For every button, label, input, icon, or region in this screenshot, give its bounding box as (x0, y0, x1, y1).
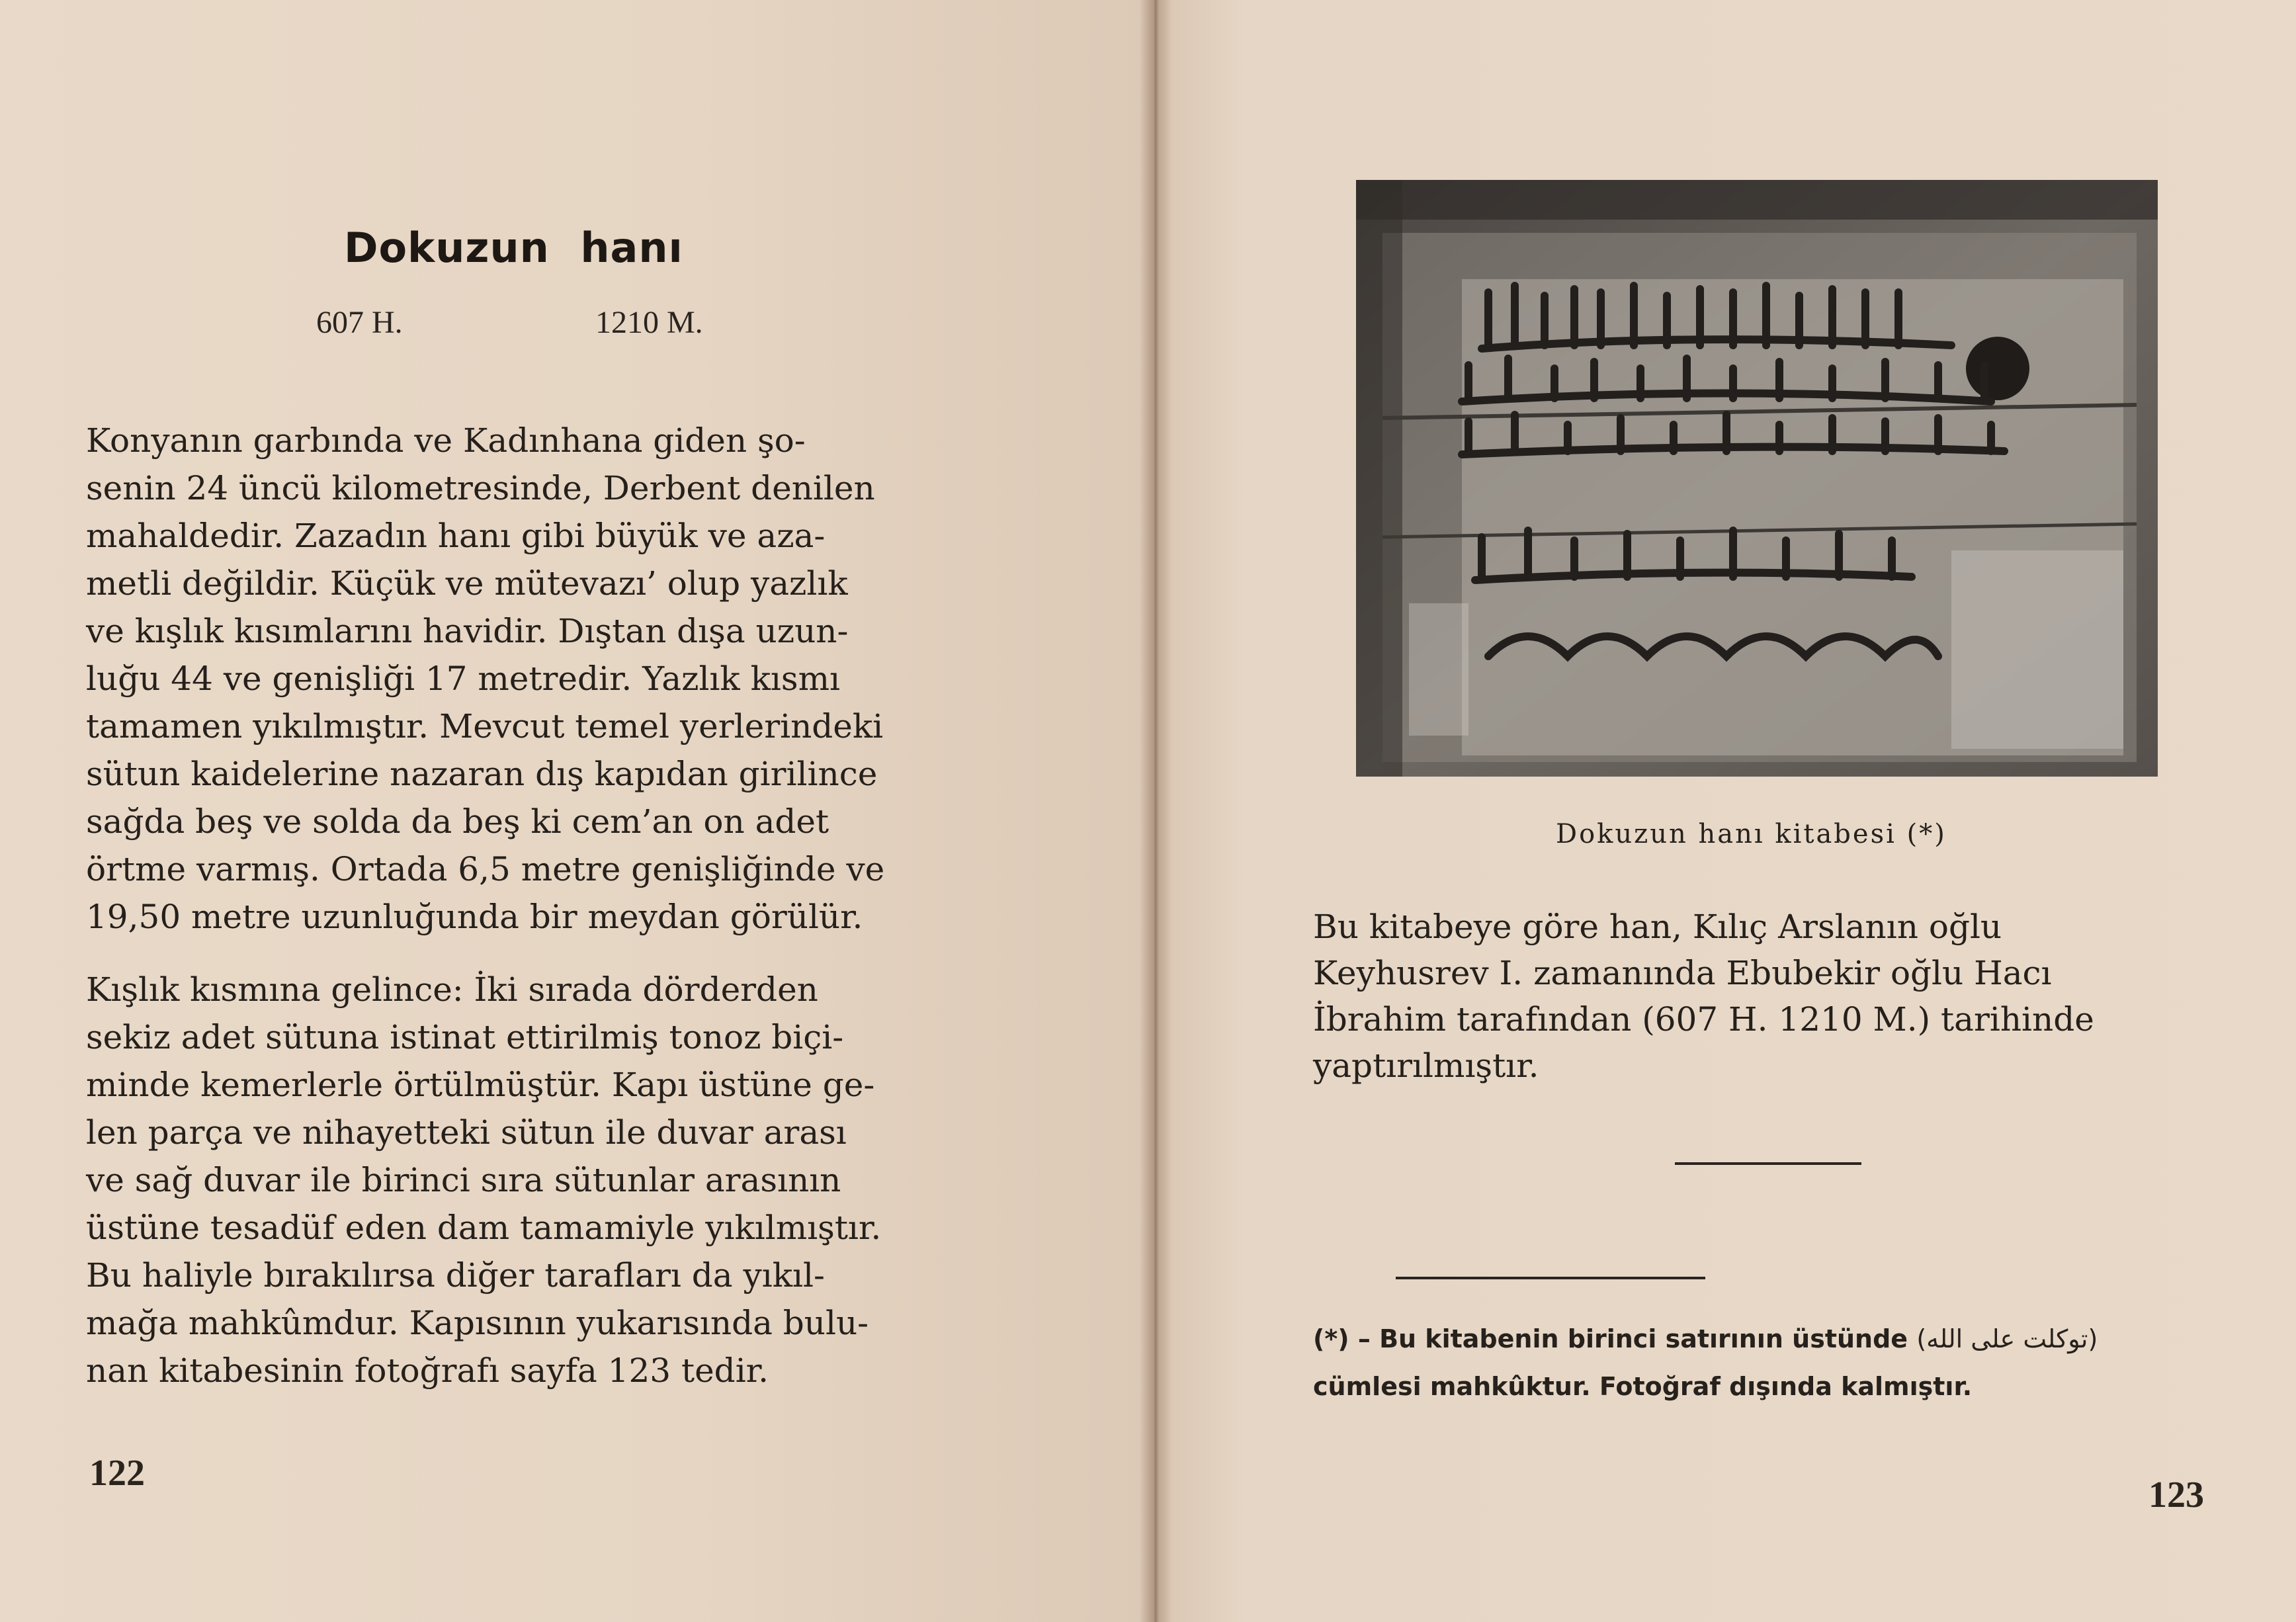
text-line: sütun kaidelerine nazaran dış kapıdan girilince (86, 755, 878, 793)
footnote-text: (*) – Bu kitabenin birinci satırının üstünde (1313, 1324, 1908, 1353)
photo-caption: Dokuzun hanı kitabesi (*) (1556, 819, 1947, 849)
paragraph-2 (86, 966, 989, 1394)
text-line: senin 24 üncü kilometresinde, Derbent denilen (86, 469, 875, 507)
footnote-line-1 (1313, 1315, 2239, 1363)
footnote (1313, 1315, 2239, 1410)
text-line: nan kitabesinin fotoğrafı sayfa 123 tedir. (86, 1351, 769, 1390)
right-paragraph (1313, 904, 2219, 1089)
section-divider (1675, 1162, 1861, 1165)
text-line: ve sağ duvar ile birinci sıra sütunlar arasının (86, 1161, 841, 1199)
text-line: mahaldedir. Zazadın hanı gibi büyük ve aza- (86, 517, 826, 555)
footnote-divider (1396, 1277, 1705, 1279)
text-line: tamamen yıkılmıştır. Mevcut temel yerlerindeki (86, 707, 884, 746)
text-line: mağa mahkûmdur. Kapısının yukarısında bulu- (86, 1304, 869, 1342)
text-line: ve kışlık kısımlarını havidir. Dıştan dışa uzun- (86, 612, 849, 650)
text-line: minde kemerlerle örtülmüştür. Kapı üstüne ge- (86, 1066, 875, 1104)
text-line: Konyanın garbında ve Kadınhana giden şo- (86, 421, 806, 460)
paragraph-1 (86, 417, 989, 941)
text-line: Bu kitabeye göre han, Kılıç Arslanın oğlu (1313, 908, 2002, 946)
footnote-arabic: (توكلت على الله) (1916, 1324, 2098, 1353)
text-line: sekiz adet sütuna istinat ettirilmiş tonoz biçi- (86, 1018, 844, 1056)
text-line: 19,50 metre uzunluğunda bir meydan görülür. (86, 898, 863, 936)
date-miladi: 1210 M. (595, 305, 703, 340)
text-line: metli değildir. Küçük ve mütevazı’ olup yazlık (86, 564, 848, 603)
text-line: örtme varmış. Ortada 6,5 metre genişliğinde ve (86, 850, 885, 888)
text-line: üstüne tesadüf eden dam tamamiyle yıkılmıştır. (86, 1209, 882, 1247)
text-line: sağda beş ve solda da beş ki cem’an on adet (86, 802, 829, 841)
date-hijri: 607 H. (316, 305, 403, 340)
text-line: İbrahim tarafından (607 H. 1210 M.) tarihinde (1313, 1000, 2094, 1039)
text-line: Bu haliyle bırakılırsa diğer tarafları da yıkıl- (86, 1256, 825, 1295)
inscription-image (1356, 180, 2158, 777)
text-line: yaptırılmıştır. (1313, 1046, 1539, 1085)
page-number-right: 123 (2148, 1474, 2204, 1515)
book-gutter (1139, 0, 1172, 1622)
text-line: len parça ve nihayetteki sütun ile duvar arası (86, 1113, 847, 1152)
text-line: Keyhusrev I. zamanında Ebubekir oğlu Hacı (1313, 954, 2052, 992)
page-number-left: 122 (89, 1453, 145, 1494)
text-line: luğu 44 ve genişliği 17 metredir. Yazlık kısmı (86, 660, 840, 698)
footnote-line-2: cümlesi mahkûktur. Fotoğraf dışında kalmıştır. (1313, 1372, 1973, 1401)
inscription-photo (1356, 180, 2158, 777)
text-line: Kışlık kısmına gelince: İki sırada dörderden (86, 970, 818, 1009)
page-title: Dokuzun hanı (344, 224, 683, 272)
